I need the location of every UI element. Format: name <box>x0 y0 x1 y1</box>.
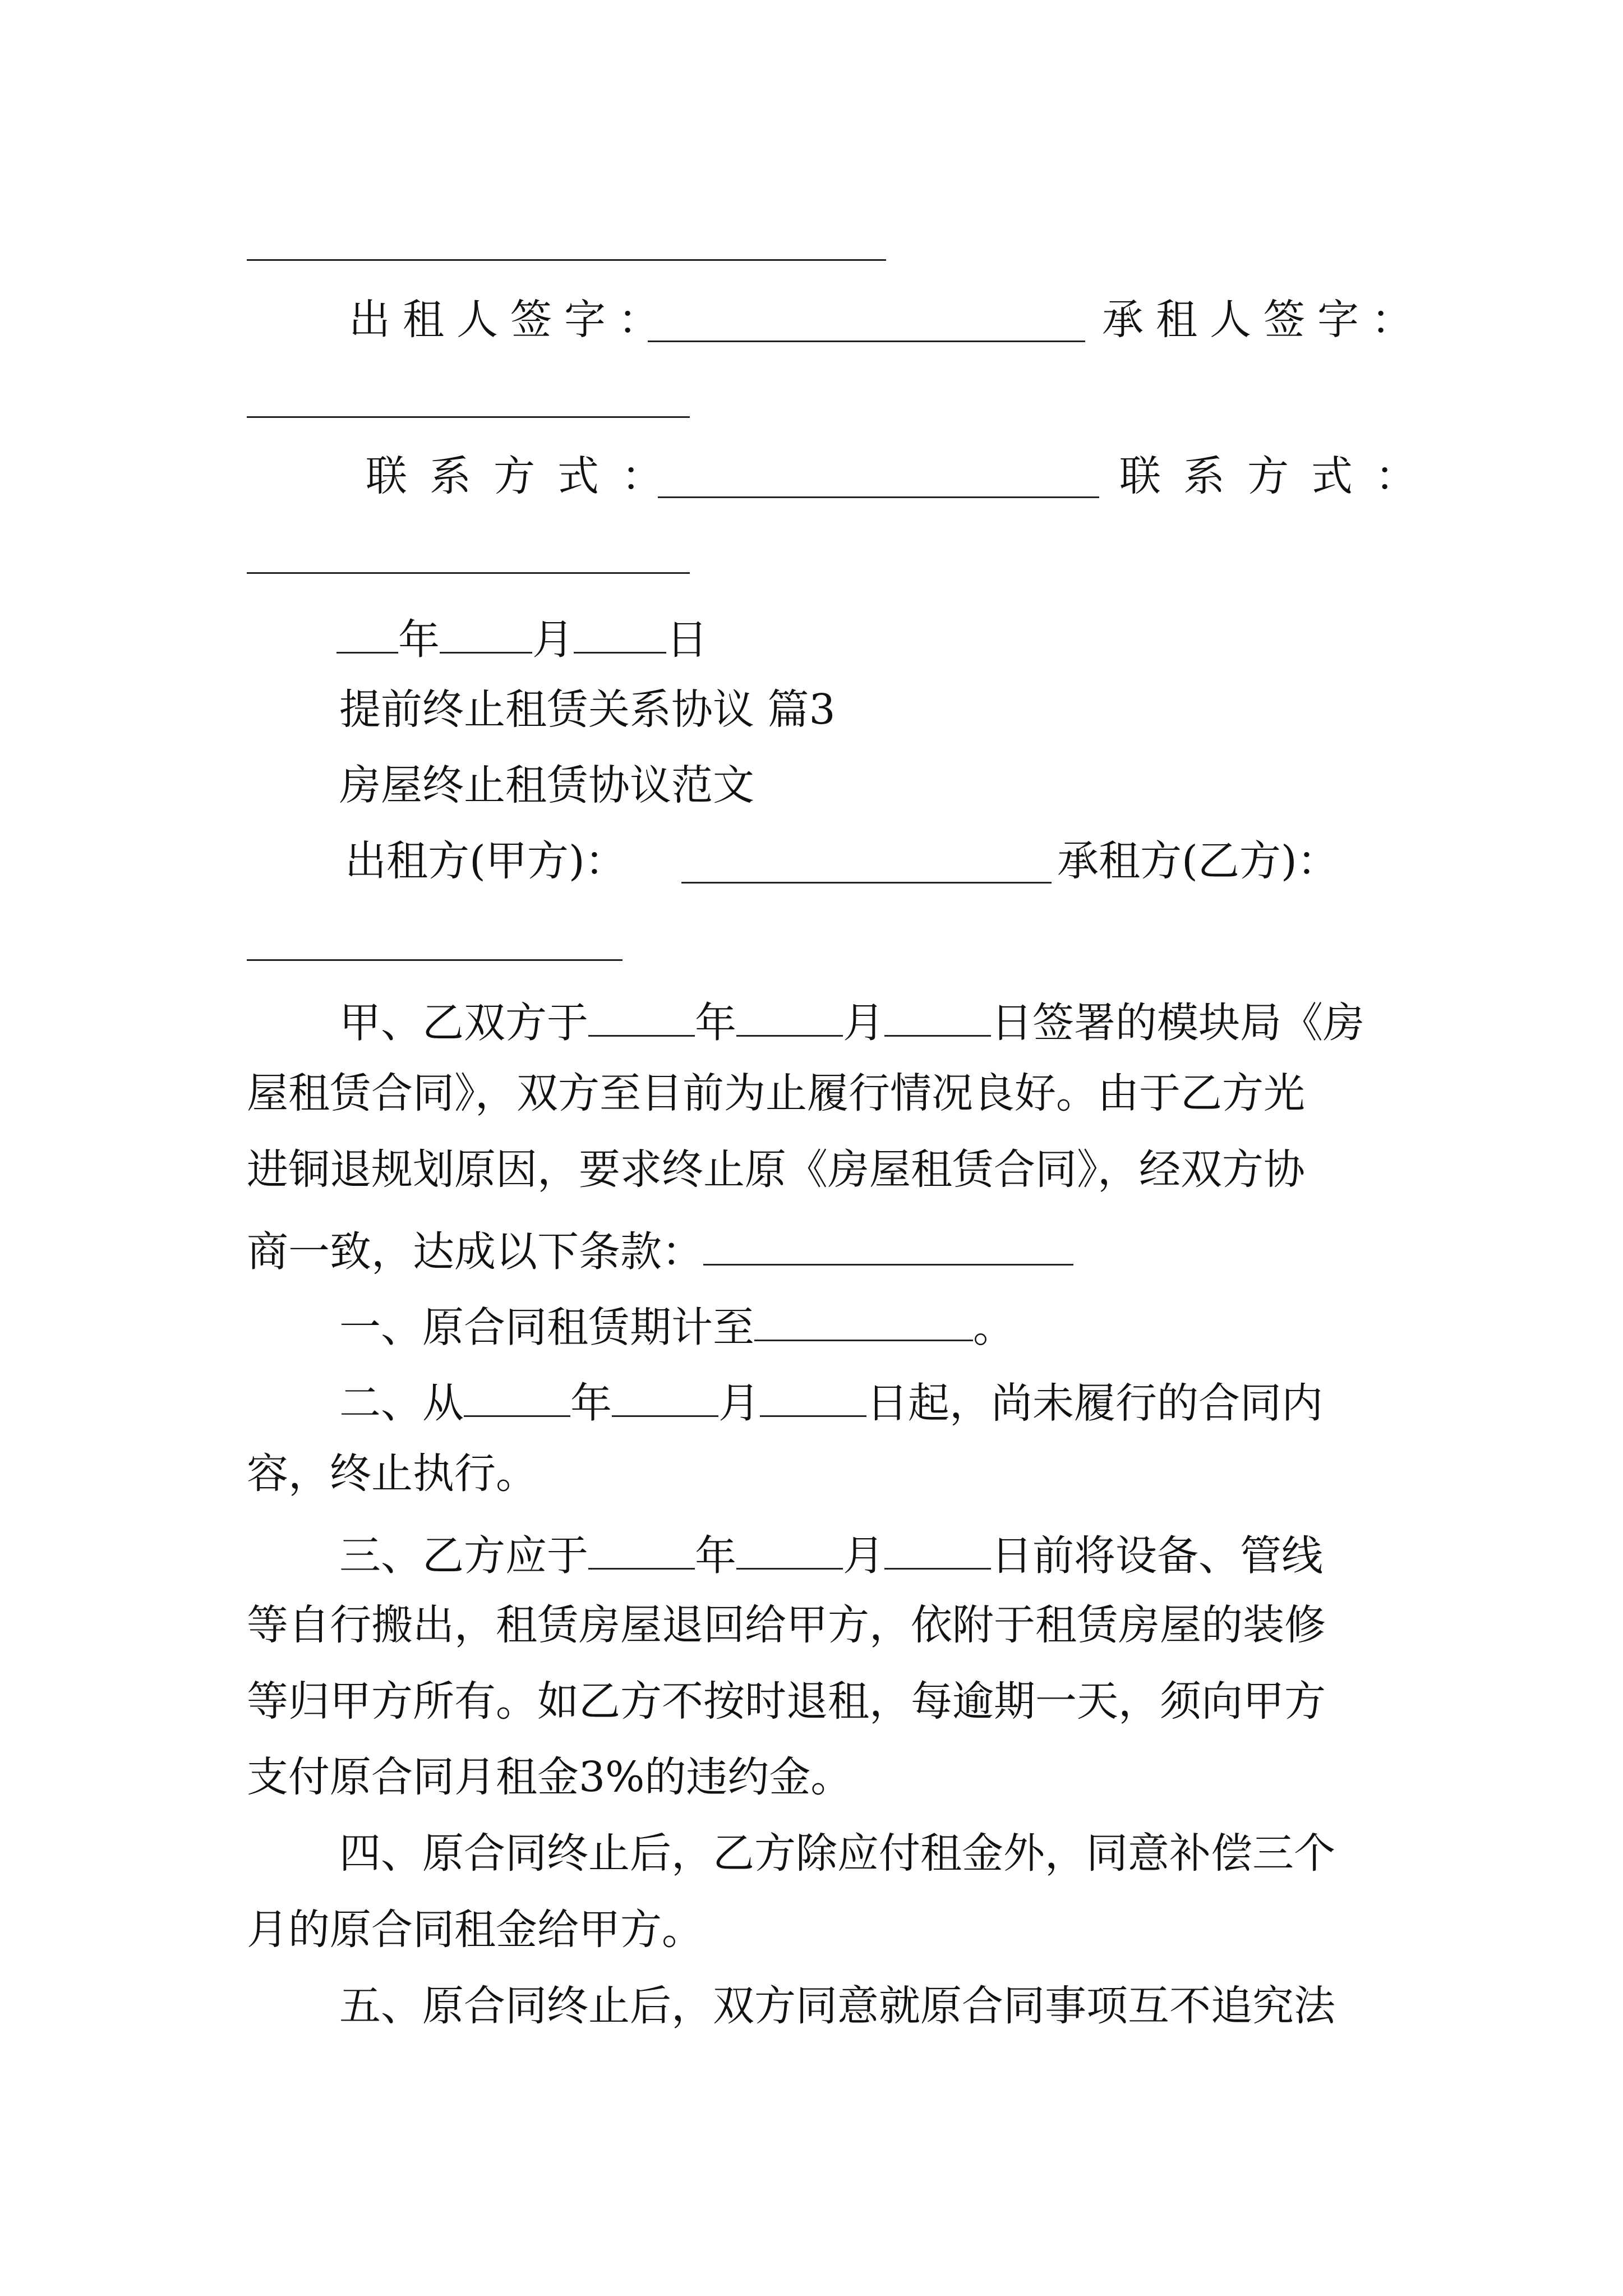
document-title: 房屋终止租赁协议范文 <box>339 761 754 809</box>
party-b-blank <box>247 959 623 961</box>
party-a-label: 出租方(甲方)： <box>345 837 626 885</box>
contact-label-left: 联系方式： <box>366 452 685 500</box>
blank-line <box>884 996 991 1037</box>
blank-line <box>754 1300 973 1341</box>
date-line <box>336 613 708 664</box>
party-a-blank <box>681 882 1052 884</box>
blank-line <box>736 1529 843 1570</box>
blank-line <box>588 1529 695 1570</box>
blank-line <box>588 996 695 1037</box>
year-label: 年 <box>398 615 440 664</box>
clause-3-line-4: 支付原合同月租金3%的违约金。 <box>247 1753 852 1801</box>
clause-1: 一、原合同租赁期计至 。 <box>339 1300 1015 1348</box>
clause-2-line-2: 容，终止执行。 <box>247 1450 537 1498</box>
clause-3-line-2: 等自行搬出，租赁房屋退回给甲方，依附于租赁房屋的装修 <box>247 1601 1326 1649</box>
blank-line <box>703 1225 1073 1266</box>
clause-4-line-1: 四、原合同终止后，乙方除应付租金外，同意补偿三个 <box>339 1829 1335 1878</box>
clause-3-line-1: 三、乙方应于 年 月 日前将设备、管线 <box>339 1529 1323 1576</box>
blank-line <box>760 1376 866 1417</box>
blank-line <box>464 1376 570 1417</box>
contact-label-right: 联系方式： <box>1119 452 1439 500</box>
lessor-signature-label: 出租人签字： <box>349 296 672 344</box>
intro-line-2: 屋租赁合同》，双方至目前为止履行情况良好。由于乙方光 <box>247 1069 1305 1117</box>
day-label: 日 <box>666 615 708 664</box>
intro-line-4: 商一致，达成以下条款： <box>247 1225 1073 1272</box>
clause-2-line-1: 二、从 年 月 日起，尚未履行的合同内 <box>339 1376 1323 1424</box>
lessor-signature-blank <box>648 341 1085 342</box>
blank-line <box>884 1529 991 1570</box>
contact-blank-left <box>658 496 1099 498</box>
party-b-label: 承租方(乙方)： <box>1057 837 1339 885</box>
lessee-signature-label: 承租人签字： <box>1102 296 1425 344</box>
lessee-signature-blank <box>247 416 690 418</box>
blank-line <box>612 1376 718 1417</box>
intro-line-1: 甲、乙双方于 年 月 日签署的模块局《房 <box>339 996 1364 1043</box>
intro-line-3: 进铜退规划原因，要求终止原《房屋租赁合同》，经双方协 <box>247 1145 1305 1194</box>
month-label: 月 <box>532 615 574 664</box>
blank-line <box>736 996 843 1037</box>
blank-line <box>247 259 886 261</box>
contact-blank-right <box>247 572 690 574</box>
clause-4-line-2: 月的原合同租金给甲方。 <box>247 1906 703 1954</box>
clause-3-line-3: 等归甲方所有。如乙方不按时退租，每逾期一天，须向甲方 <box>247 1677 1326 1726</box>
clause-5-line-1: 五、原合同终止后，双方同意就原合同事项互不追究法 <box>339 1982 1335 2030</box>
section-heading: 提前终止租赁关系协议 篇3 <box>339 685 836 734</box>
